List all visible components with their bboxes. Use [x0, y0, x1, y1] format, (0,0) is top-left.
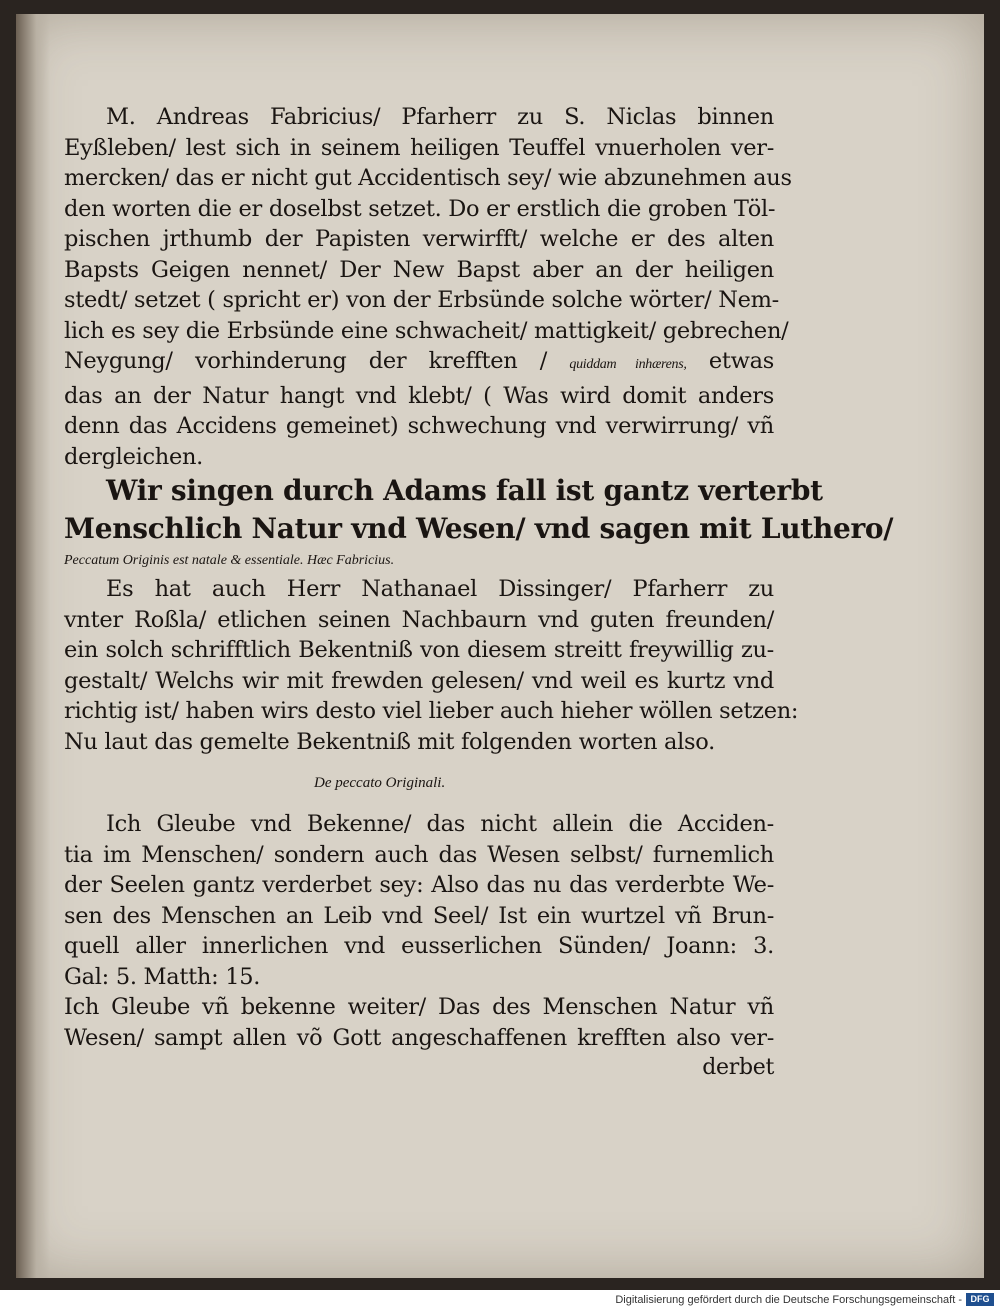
text-line: Nu laut das gemelte Bekentniß mit folgenden worten also.	[64, 728, 716, 755]
text-line: lich es sey die Erbsünde eine schwacheit/ mattigkeit/ gebrechen/	[64, 317, 789, 344]
text-line: Wesen/ sampt allen võ Gott angeschaffenen krefften also ver-	[64, 1024, 774, 1051]
text-line: ein solch schrifftlich Bekentniß von diesem streitt freywillig zu-	[64, 637, 774, 663]
text-line: den worten die er doselbst setzet. Do er erstlich die groben Töl-	[64, 195, 776, 222]
text-segment: Neygung/ vorhinderung der krefften /	[64, 348, 570, 374]
text-line: das an der Natur hangt vnd klebt/ ( Was wird domit anders	[64, 382, 774, 409]
footer-bar	[0, 1290, 1000, 1310]
text-segment: etwas	[686, 348, 774, 374]
text-line: Gal: 5. Matth: 15.	[64, 963, 261, 990]
text-line: Bapsts Geigen nennet/ Der New Bapst aber an der heiligen	[64, 256, 774, 283]
text-line: Eyßleben/ lest sich in seinem heiligen Teuffel vnuerholen ver-	[64, 134, 774, 161]
text-line: denn das Accidens gemeinet) schwechung vnd verwirrung/ vñ	[64, 413, 774, 439]
text-line: quell aller innerlichen vnd eusserlichen Sünden/ Joann: 3.	[64, 933, 774, 959]
text-line: richtig ist/ haben wirs desto viel lieber auch hieher wöllen setzen:	[64, 698, 799, 724]
dfg-logo: DFG	[966, 1293, 994, 1306]
catchword: derbet	[702, 1055, 774, 1080]
text-line: Es hat auch Herr Nathanael Dissinger/ Pfarherr zu	[106, 576, 774, 602]
latin-quote: Peccatum Originis est natale & essentiale. Hæc Fabricius.	[64, 553, 395, 568]
text-line-mixed	[64, 346, 774, 381]
text-line: sen des Menschen an Leib vnd Seel/ Ist ein wurtzel vñ Brun-	[64, 902, 774, 929]
page-gutter	[16, 14, 50, 1278]
latin-phrase: quiddam inhærens,	[569, 357, 687, 372]
text-line: der Seelen gantz verderbet sey: Also das nu das verderbte We-	[64, 872, 774, 898]
text-line: vnter Roßla/ etlichen seinen Nachbaurn vnd guten freunden/	[64, 606, 774, 633]
quote-line: Wir singen durch Adams fall ist gantz verterbt	[106, 474, 823, 507]
text-line: tia im Menschen/ sondern auch das Wesen selbst/ furnemlich	[64, 841, 774, 868]
book-page	[16, 14, 984, 1278]
text-line: Ich Gleube vñ bekenne weiter/ Das des Menschen Natur vñ	[64, 994, 774, 1020]
quote-line: Menschlich Natur vnd Wesen/ vnd sagen mit Luthero/	[64, 512, 894, 545]
text-line: pischen jrthumb der Papisten verwirfft/ welche er des alten	[64, 226, 774, 252]
catchword-line	[64, 1053, 774, 1084]
section-heading: De peccato Originali.	[314, 775, 446, 791]
text-line: gestalt/ Welchs wir mit frewden gelesen/ vnd weil es kurtz vnd	[64, 667, 774, 694]
text-line: Ich Gleube vnd Bekenne/ das nicht allein die Acciden-	[106, 811, 774, 837]
funding-credit: Digitalisierung gefördert durch die Deutsche Forschungsgemeinschaft -	[615, 1294, 962, 1306]
page-text	[64, 102, 894, 1084]
text-line: M. Andreas Fabricius/ Pfarherr zu S. Niclas binnen	[106, 104, 774, 130]
text-line: dergleichen.	[64, 443, 204, 470]
text-line: mercken/ das er nicht gut Accidentisch sey/ wie abzunehmen aus	[64, 165, 792, 191]
text-line: stedt/ setzet ( spricht er) von der Erbsünde solche wörter/ Nem-	[64, 287, 779, 313]
